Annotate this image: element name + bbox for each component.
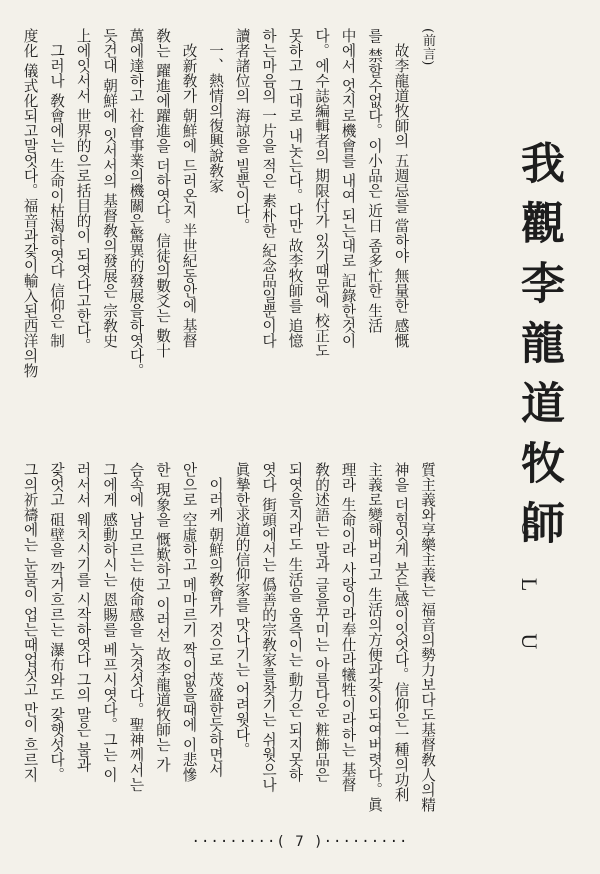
body-line: 神을 더힘잇게 붓든感이잇엇다。信仰은一種의功利	[392, 462, 410, 803]
body-line: 度化 儀式化되고말엇다。福音과갗이輸入된西洋의物	[21, 28, 39, 379]
body-line: 이러케 朝鮮의敎會가 것으로 茂盛한듯하면서	[207, 462, 224, 778]
body-line: 眞摯한求道的信仰家를 맛나기는 어려웟다。	[233, 462, 251, 758]
body-line: 되엿을지라도 生活을 움즉이는 動力은 되지못하	[286, 462, 304, 783]
body-line: 中에서 엇지로機會를 내여 되는대로 記錄한것이	[339, 28, 357, 349]
body-line: 그에게 感動하시는 恩賜를 베프시엿다。그는 이	[101, 462, 118, 783]
body-line: (前言)	[420, 28, 435, 66]
body-line: 하는마음의 一片을 적은 素朴한 紀念品일뿐이다	[260, 28, 277, 349]
footer-dots-right: )·········	[314, 834, 409, 850]
body-line: 그러나 敎會에는 生命이枯渴하엿다 信仰은 制	[48, 28, 65, 349]
body-line: 改新敎가 朝鮮에 드러온지 半世紀동안에 基督	[180, 28, 198, 349]
body-line: 그의祈禱에는 눈물이 업는때업섯고 만이 흐르지	[21, 462, 39, 783]
body-line: 敎는 躍進에躍進을 더하엿다。信徒의數爻는 數十	[154, 28, 171, 359]
article-title: 我觀李龍道牧師	[513, 140, 564, 560]
body-line: 슴속에 남모르는 使命感을 늣겻섯다。聖神께서는	[127, 462, 145, 793]
body-line: 듯건대 朝鮮에 잇서서의 基督敎의發展은 宗敎史	[101, 28, 118, 349]
body-line: 主義로變해버리고 生活의方便과갗이되여버렷다。眞	[366, 462, 383, 813]
body-line: 갗엇고 砠壁을 깍거흐르는 瀑布와도 갗햇섯다。	[48, 462, 65, 783]
body-line: 敎的述語는 말과 글을꾸미는 아름다운 粧飾品은	[313, 462, 330, 783]
footer-dots-left: ·········(	[191, 834, 286, 850]
body-line: 한 現象을 慨歎하고 이러선 故李龍道牧師는 가	[154, 462, 171, 773]
body-line: 러서서 웨치시기를 시작하엿다 그의 말은 불과	[74, 462, 92, 773]
section-heading: 一、熱情의復興說敎家	[207, 28, 224, 193]
body-line: 다。에수誌編輯者의 期限付가 있기때문에 校正도	[313, 28, 330, 359]
author-name: GLU	[517, 520, 542, 692]
body-line: 못하고 그대로 내놋는다。다만 故李牧師를 追憶	[286, 28, 304, 349]
body-line: 故李龍道牧師의 五週忌를 當하야 無量한 感慨	[392, 28, 410, 349]
body-line: 理라 生命이라 사랑이라奉仕라犧牲이라하는 基督	[339, 462, 357, 793]
body-line: 質主義와享樂主義는 福音의勢力보다도基督敎人의精	[419, 462, 436, 813]
body-line: 讀者諸位의 海諒을 빌뿐이다。	[233, 28, 251, 234]
page-footer	[0, 834, 600, 850]
body-line: 엿다 街頭에서는 僞善的宗敎家를찾기는 쉬웟으나	[260, 462, 277, 793]
page-number: 7	[295, 834, 305, 850]
body-line: 를 禁할수없다。이小品은 近日 좀多忙한 生活	[366, 28, 383, 334]
body-text-top	[16, 28, 440, 426]
body-line: 안으로 空虛하고 메마르기 짝이없을때에 이悲慘	[180, 462, 198, 783]
body-line: 萬에達하고 社會事業의機關은驚異的發展을하엿다。	[127, 28, 145, 379]
body-text-bottom	[16, 462, 440, 832]
body-line: 上에잇서서 世界的으로括目的이 되엿다고한다。	[74, 28, 92, 354]
